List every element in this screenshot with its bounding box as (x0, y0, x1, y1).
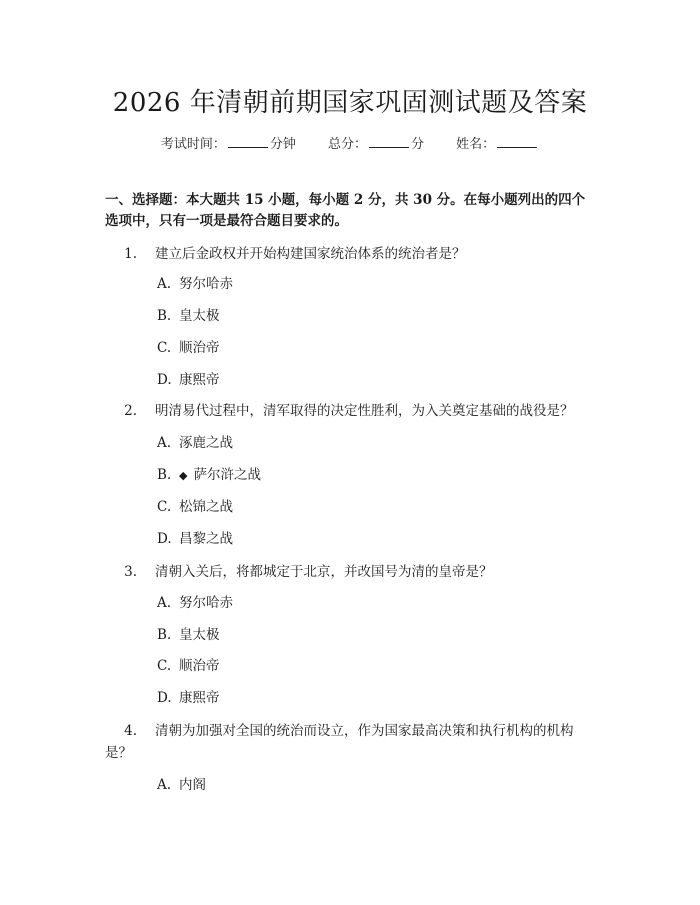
option-letter: D. (157, 531, 172, 547)
option-letter: C. (157, 499, 172, 515)
option-text: 松锦之战 (179, 499, 233, 515)
question-3-option-b (157, 626, 220, 644)
question-2-option-c (157, 498, 233, 516)
question-3-option-a (157, 594, 233, 612)
diamond-marker-icon: ◆ (179, 469, 188, 482)
question-number: 1. (124, 246, 137, 262)
question-1-option-c (157, 339, 220, 357)
option-letter: A. (157, 595, 172, 611)
option-letter: A. (157, 276, 172, 292)
option-letter: B. (157, 467, 172, 483)
question-1-option-a (157, 275, 233, 293)
option-text: 努尔哈赤 (179, 276, 233, 292)
option-letter: D. (157, 372, 172, 388)
question-4-line-1 (105, 720, 595, 742)
option-text: 内阁 (179, 777, 206, 793)
total-score-label: 总分： (327, 137, 367, 152)
question-number: 2. (124, 403, 137, 419)
question-2-option-b (157, 466, 261, 485)
page-title: 2026 年清朝前期国家巩固测试题及答案 (112, 88, 588, 118)
option-letter: A. (157, 435, 172, 451)
option-letter: D. (157, 690, 172, 706)
option-text: 皇太极 (179, 627, 220, 643)
question-2 (105, 400, 595, 422)
option-text: 皇太极 (179, 308, 220, 324)
option-letter: C. (157, 658, 172, 674)
section-heading: 一、选择题：本大题共 15 小题，每小题 2 分，共 30 分。在每小题列出的四个选项中，只有一项是最符合题目要求的。 (105, 192, 586, 229)
exam-time-blank (228, 135, 268, 148)
option-text: 顺治帝 (179, 658, 220, 674)
question-2-option-d (157, 530, 233, 548)
question-1 (105, 243, 595, 265)
question-1-option-d (157, 371, 220, 389)
name-field (456, 133, 539, 152)
question-3 (105, 561, 595, 583)
exam-time-unit: 分钟 (269, 137, 296, 152)
option-text: 萨尔浒之战 (193, 467, 261, 483)
question-3-option-d (157, 689, 220, 707)
question-text: 建立后金政权并开始构建国家统治体系的统治者是？ (155, 246, 466, 262)
question-4-option-a (157, 776, 206, 794)
total-score-blank (369, 135, 409, 148)
question-4 (105, 720, 595, 764)
option-text: 昌黎之战 (179, 531, 233, 547)
question-3-option-c (157, 657, 220, 675)
name-blank (497, 135, 537, 148)
exam-meta (0, 133, 700, 152)
exam-time-label: 考试时间： (160, 137, 226, 152)
question-text: 明清易代过程中，清军取得的决定性胜利，为入关奠定基础的战役是？ (155, 403, 574, 419)
option-letter: C. (157, 340, 172, 356)
option-letter: A. (157, 777, 172, 793)
name-label: 姓名： (456, 137, 496, 152)
option-letter: B. (157, 308, 172, 324)
option-text: 努尔哈赤 (179, 595, 233, 611)
option-text: 康熙帝 (179, 372, 220, 388)
option-text: 顺治帝 (179, 340, 220, 356)
option-text: 涿鹿之战 (179, 435, 233, 451)
question-text: 清朝入关后，将都城定于北京，并改国号为清的皇帝是？ (155, 564, 493, 580)
question-1-option-b (157, 307, 220, 325)
total-score-unit: 分 (411, 137, 425, 152)
option-text: 康熙帝 (179, 690, 220, 706)
question-number: 4. (124, 723, 137, 739)
question-text: 清朝为加强对全国的统治而设立，作为国家最高决策和执行机构的机构 (155, 723, 574, 739)
exam-time-field (161, 133, 296, 152)
question-2-option-a (157, 434, 233, 452)
total-score-field (328, 133, 424, 152)
option-letter: B. (157, 627, 172, 643)
question-number: 3. (124, 564, 137, 580)
question-4-line-2: 是？ (105, 745, 132, 761)
